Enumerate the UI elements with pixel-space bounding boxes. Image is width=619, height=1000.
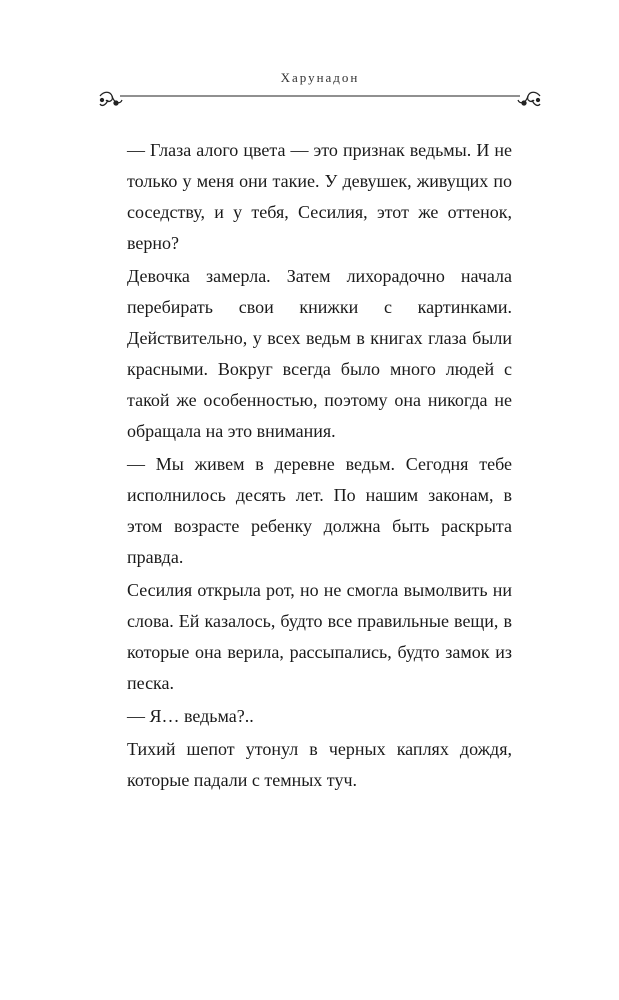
body-text [127, 135, 512, 796]
header-ornament-rule [98, 91, 542, 113]
paragraph-4: Сесилия открыла рот, но не смогла вымолвить ни слова. Ей казалось, будто все правильные вещи, в которые она верила, рассыпались, будто замок из песка. [127, 580, 512, 693]
paragraph-6: Тихий шепот утонул в черных каплях дождя, которые падали с темных туч. [127, 739, 512, 790]
running-header: Харунадон [280, 70, 360, 85]
paragraph-1: — Глаза алого цвета — это признак ведьмы. И не только у меня они такие. У девушек, живущих по соседству, и у тебя, Сесилия, этот же оттенок, верно? [127, 140, 512, 253]
flourish-left-icon [100, 92, 122, 105]
paragraph-2: Девочка замерла. Затем лихорадочно начала перебирать свои книжки с картинками. Действительно, у всех ведьм в книгах глаза были красными. Вокруг всегда было много людей с такой же особенностью, поэтому она никогда не обращала на это внимания. [127, 266, 512, 441]
paragraph-3: — Мы живем в деревне ведьм. Сегодня тебе исполнилось десять лет. По нашим законам, в этом возрасте ребенку должна быть раскрыта правда. [127, 454, 512, 567]
paragraph-5: — Я… ведьма?.. [127, 706, 254, 726]
flourish-right-icon [518, 92, 540, 105]
